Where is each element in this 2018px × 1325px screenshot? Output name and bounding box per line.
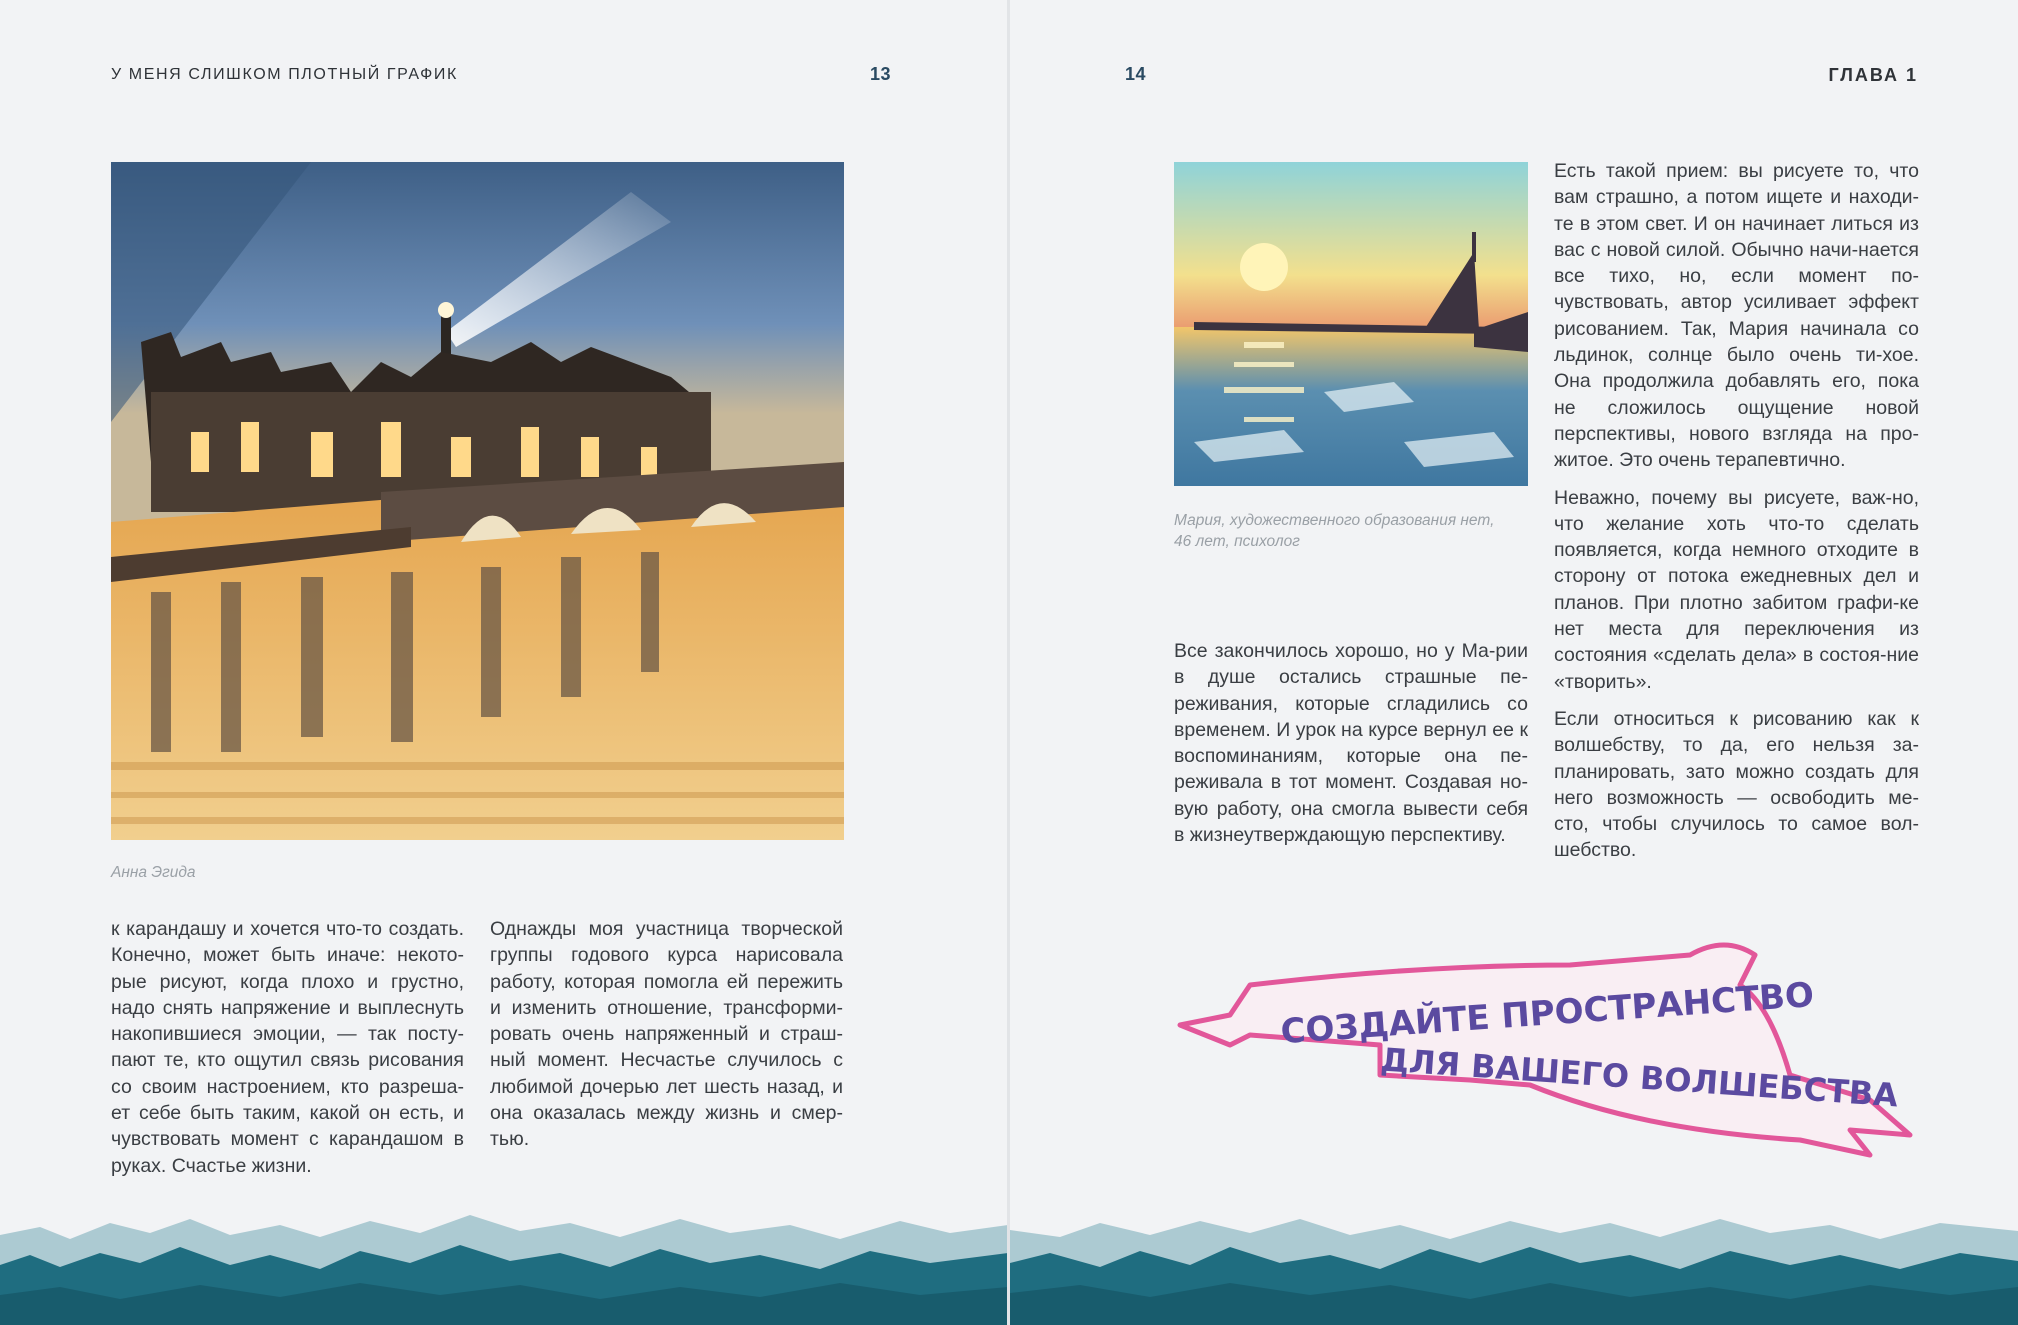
figure-caption-left: Анна Эгида xyxy=(111,864,196,881)
running-head: У МЕНЯ СЛИШКОМ ПЛОТНЫЙ ГРАФИК xyxy=(111,66,458,83)
sunset-river-illustration xyxy=(1174,162,1528,486)
ribbon-line-1: СОЗДАЙТЕ ПРОСТРАНСТВО xyxy=(1279,975,1816,1053)
chapter-label: ГЛАВА 1 xyxy=(1828,65,1918,85)
page-number-left: 13 xyxy=(870,64,892,84)
page-number-right: 14 xyxy=(1125,64,1147,84)
figure-caption-right: Мария, художественного образования нет, 46 лет, психолог xyxy=(1174,512,1495,550)
left-text-column-2: Однажды моя участница творческой группы годового курса нарисовала работу, которая помогла ей пережить и изменить отношение, трансформи-ровать очень напряженный и страш-ный момент. Несчастье случилось с любимой дочерью лет шесть назад, и она оказалась между жизнь и смер-тью. xyxy=(490,918,843,1151)
ribbon-line-2: ДЛЯ ВАШЕГО ВОЛШЕБСТВА xyxy=(1379,1040,1900,1115)
night-bridge-illustration xyxy=(111,162,844,840)
paragraph: Неважно, почему вы рисуете, важ-но, что желание хоть что-то сделать появляется, когда немного отходите в сторону от потока ежедневных дел и планов. При плотно забитом графи-ке нет места для переключения из состояния «сделать дела» в состоя-ние «творить». xyxy=(1554,486,1919,693)
right-text-column-2 xyxy=(1554,158,1919,875)
left-page xyxy=(0,0,1008,1325)
watercolor-wave-decoration xyxy=(1010,1175,2018,1325)
paragraph: Есть такой прием: вы рисуете то, что вам страшно, а потом ищете и находи-те в этом свет. И он начинает литься из вас с новой силой. Обычно начи-нается все тихо, но, если момент по-чувствовать, автор усиливает эффект рисованием. Так, Мария начинала со льдинок, солнце было очень ти-хое. Она продолжила добавлять его, пока не сложилось ощущение новой перспективы, нового взгляда на про-житое. Это очень терапевтично. xyxy=(1554,160,1919,472)
left-text-column-1: к карандашу и хочется что-то создать. Конечно, может быть иначе: некото-рые рисуют, когда плохо и грустно, надо снять напряжение и выплеснуть накопившиеся эмоции, — так посту-пают те, кто ощутил связь рисования со своим настроением, кто разреша-ет себе быть таким, какой он есть, и чувствовать момент с карандашом в руках. Счастье жизни. xyxy=(111,918,464,1177)
right-text-column-1: Все закончилось хорошо, но у Ма-рии в душе остались страшные пе-реживания, которые сгладились со временем. И урок на курсе вернул ее к воспоминаниям, которые она пе-реживала в тот момент. Создавая но-вую работу, она смогла вывести себя в жизнеутверждающую перспективу. xyxy=(1174,640,1528,847)
paragraph: Если относиться к рисованию как к волшебству, то да, его нельзя за-планировать, зато можно создать для него возможность — освободить ме-сто, чтобы случилось то самое вол-шебство. xyxy=(1554,707,1919,862)
watercolor-wave-decoration xyxy=(0,1175,1008,1325)
ribbon-banner xyxy=(1170,925,1930,1165)
right-page xyxy=(1010,0,2018,1325)
